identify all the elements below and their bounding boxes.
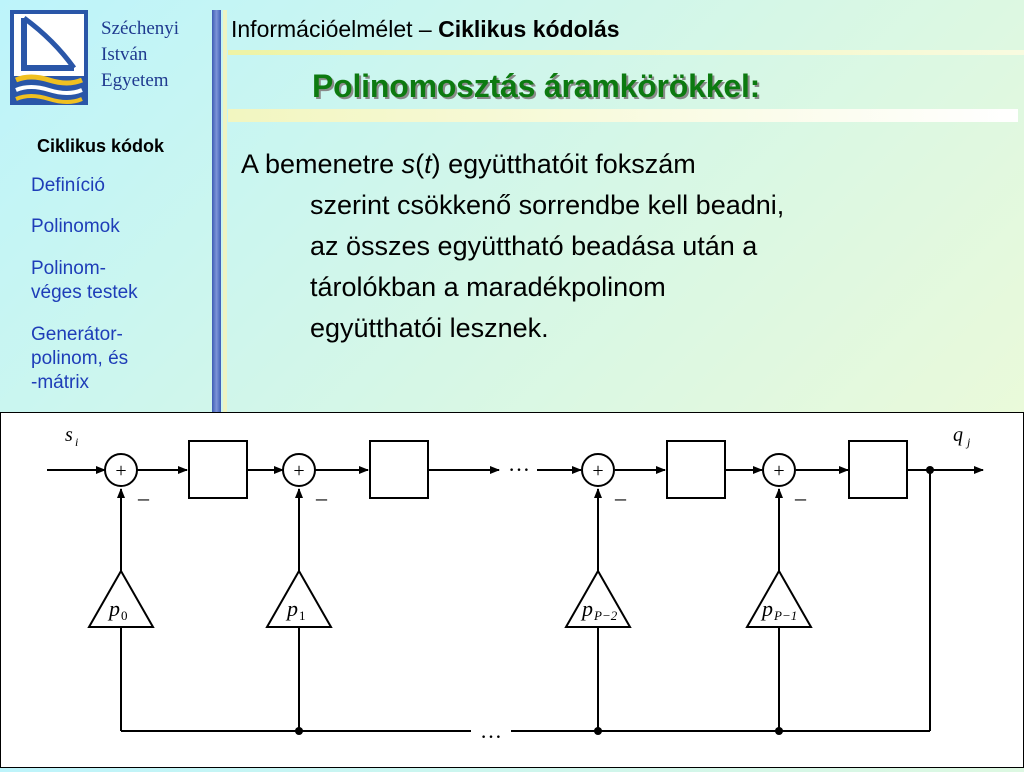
sidebar-item-definicio[interactable]: Definíció — [31, 175, 105, 196]
body-line-4: tárolókban a maradékpolinom — [310, 272, 666, 302]
body-text-segment: A bemenetre — [241, 149, 402, 179]
header-divider — [228, 50, 1024, 55]
body-var-s: s — [401, 149, 416, 179]
output-label: q — [953, 424, 963, 446]
vertical-divider — [212, 10, 221, 416]
adder-minus: – — [795, 485, 806, 510]
junction-dot — [775, 727, 783, 735]
title-divider — [228, 109, 1018, 122]
sidebar-item-label: Polinom- — [31, 258, 106, 279]
coeff-p-2-main: p — [582, 596, 593, 621]
slide-title: Polinomosztás áramkörökkel: — [312, 68, 761, 104]
body-line-3: az összes együttható beadása után a — [310, 231, 758, 261]
register-1 — [189, 441, 247, 498]
body-paragraph — [241, 144, 971, 349]
logo-line-3: Egyetem — [101, 70, 169, 91]
junction-dot — [295, 727, 303, 735]
output-sub: j — [967, 435, 971, 449]
polynomial-division-circuit — [1, 413, 1023, 767]
ellipsis-top: … — [508, 451, 530, 476]
university-logo — [10, 10, 88, 105]
body-line-2: szerint csökkenő sorrendbe kell beadni, — [310, 190, 785, 220]
body-var-t: t — [424, 149, 432, 179]
adder-minus: – — [615, 485, 626, 510]
coeff-p1-sub: 1 — [299, 608, 306, 623]
logo-line-2: István — [101, 44, 148, 65]
header-topic: Ciklikus kódolás — [438, 16, 620, 42]
register-2 — [370, 441, 428, 498]
coeff-p-1-sub: P−1 — [774, 608, 798, 623]
sidebar-item-label: -mátrix — [31, 372, 90, 393]
sidebar-item-polinomok[interactable]: Polinomok — [31, 216, 120, 237]
coeff-p-2-sub: P−2 — [594, 608, 618, 623]
register-p — [849, 441, 907, 498]
adder-minus: – — [316, 485, 327, 510]
header-course: Információelmélet – — [231, 16, 439, 42]
input-label: s — [65, 424, 73, 446]
input-sub: i — [75, 435, 79, 449]
body-line-1 — [241, 144, 971, 185]
circuit-diagram-panel — [0, 412, 1024, 768]
adder-plus: + — [592, 460, 604, 482]
coeff-p0-main: p — [109, 596, 120, 621]
body-paren-close: ) — [431, 149, 441, 179]
coeff-p1-main: p — [287, 596, 298, 621]
adder-plus: + — [293, 460, 305, 482]
body-text-segment: együtthatóit fokszám — [440, 149, 696, 179]
vertical-divider-light — [223, 10, 227, 416]
adder-plus: + — [115, 460, 127, 482]
logo-line-1: Széchenyi — [101, 18, 180, 39]
body-line-5: együtthatói lesznek. — [310, 313, 549, 343]
sidebar-item-label: polinom, és — [31, 348, 129, 369]
logo-emblem-icon — [10, 10, 88, 105]
sidebar-item-generator-polinom[interactable] — [31, 323, 128, 395]
ellipsis-bottom: … — [480, 718, 502, 743]
header-title — [231, 16, 620, 43]
coeff-p-1-main: p — [762, 596, 773, 621]
body-paren-open: ( — [415, 149, 425, 179]
adder-plus: + — [773, 460, 785, 482]
logo-wordmark — [101, 16, 179, 94]
junction-dot — [926, 466, 934, 474]
sidebar-item-label: véges testek — [31, 282, 138, 303]
sidebar-item-label: Generátor- — [31, 324, 123, 345]
sidebar-item-ciklikus-kodok[interactable]: Ciklikus kódok — [37, 136, 165, 156]
register-p-1 — [667, 441, 725, 498]
adder-minus: – — [138, 485, 149, 510]
coeff-p0-sub: 0 — [121, 608, 128, 623]
junction-dot — [594, 727, 602, 735]
sidebar-item-polinom-veges-testek[interactable] — [31, 257, 138, 305]
